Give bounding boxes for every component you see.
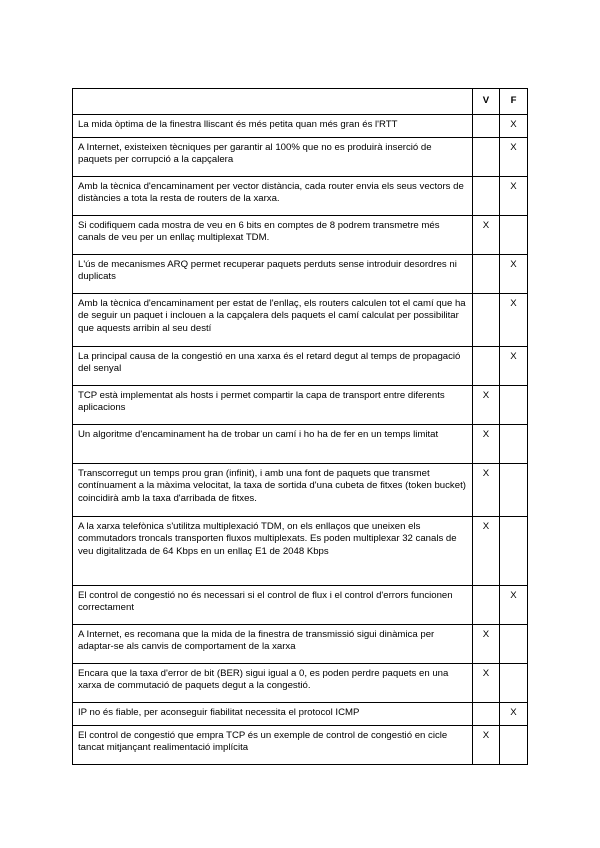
statement-cell: IP no és fiable, per aconseguir fiabilitat necessita el protocol ICMP <box>73 703 473 726</box>
statement-column-header <box>73 89 473 115</box>
table-row <box>73 177 528 216</box>
table-header-row <box>73 89 528 115</box>
table-row <box>73 425 528 464</box>
table-row <box>73 386 528 425</box>
statement-cell: La mida òptima de la finestra lliscant és més petita quan més gran és l'RTT <box>73 115 473 138</box>
statement-cell: A la xarxa telefònica s'utilitza multiplexació TDM, on els enllaços que uneixen els commutadors troncals transporten fluxos multiplexats. Es poden multiplexar 32 canals de veu digitalitzada de 64 Kbps en un enllaç E1 de 2048 Kbps <box>73 517 473 586</box>
false-mark-cell <box>500 664 528 703</box>
false-mark-cell: X <box>500 115 528 138</box>
statement-cell: Un algoritme d'encaminament ha de trobar un camí i ho ha de fer en un temps limitat <box>73 425 473 464</box>
false-mark-cell: X <box>500 703 528 726</box>
statement-cell: El control de congestió que empra TCP és un exemple de control de congestió en cicle tancat mitjançant realimentació implícita <box>73 726 473 765</box>
false-mark-cell <box>500 386 528 425</box>
true-mark-cell <box>473 255 500 294</box>
true-mark-cell <box>473 138 500 177</box>
false-mark-cell <box>500 216 528 255</box>
true-mark-cell <box>473 177 500 216</box>
true-mark-cell: X <box>473 464 500 517</box>
table-row <box>73 703 528 726</box>
statement-cell: La principal causa de la congestió en una xarxa és el retard degut al temps de propagació del senyal <box>73 347 473 386</box>
false-mark-cell: X <box>500 177 528 216</box>
false-mark-cell: X <box>500 255 528 294</box>
false-mark-cell: X <box>500 138 528 177</box>
true-mark-cell: X <box>473 517 500 586</box>
table-row <box>73 347 528 386</box>
true-mark-cell <box>473 347 500 386</box>
true-mark-cell: X <box>473 386 500 425</box>
true-column-header: V <box>473 89 500 115</box>
statement-cell: Amb la tècnica d'encaminament per estat de l'enllaç, els routers calculen tot el camí que ha de seguir un paquet i inclouen a la capçalera dels paquets el camí calculat per possibilitar que aquests arribin al seu destí <box>73 294 473 347</box>
table-row <box>73 255 528 294</box>
false-column-header: F <box>500 89 528 115</box>
true-mark-cell: X <box>473 726 500 765</box>
table-row <box>73 517 528 586</box>
statement-cell: El control de congestió no és necessari si el control de flux i el control d'errors funcionen correctament <box>73 586 473 625</box>
table-row <box>73 586 528 625</box>
table-row <box>73 625 528 664</box>
false-mark-cell <box>500 726 528 765</box>
table-row <box>73 138 528 177</box>
table-row <box>73 726 528 765</box>
true-mark-cell: X <box>473 425 500 464</box>
statement-cell: Transcorregut un temps prou gran (infinit), i amb una font de paquets que transmet contínuament a la màxima velocitat, la taxa de sortida d'una cubeta de fitxes (token bucket) coincidirà amb la taxa d'arribada de fitxes. <box>73 464 473 517</box>
table-row <box>73 294 528 347</box>
true-mark-cell: X <box>473 625 500 664</box>
statement-cell: A Internet, existeixen tècniques per garantir al 100% que no es produirà inserció de paquets per corrupció a la capçalera <box>73 138 473 177</box>
table-row <box>73 216 528 255</box>
table-row <box>73 115 528 138</box>
table-row <box>73 664 528 703</box>
statement-cell: Si codifiquem cada mostra de veu en 6 bits en comptes de 8 podrem transmetre més canals de veu per un enllaç multiplexat TDM. <box>73 216 473 255</box>
true-mark-cell: X <box>473 216 500 255</box>
false-mark-cell: X <box>500 294 528 347</box>
statement-cell: TCP està implementat als hosts i permet compartir la capa de transport entre diferents aplicacions <box>73 386 473 425</box>
statement-cell: Amb la tècnica d'encaminament per vector distància, cada router envia els seus vectors de distàncies a tota la resta de routers de la xarxa. <box>73 177 473 216</box>
false-mark-cell: X <box>500 347 528 386</box>
false-mark-cell <box>500 464 528 517</box>
table-row <box>73 464 528 517</box>
true-mark-cell <box>473 115 500 138</box>
true-mark-cell <box>473 586 500 625</box>
false-mark-cell <box>500 517 528 586</box>
true-false-table <box>72 88 528 765</box>
false-mark-cell: X <box>500 586 528 625</box>
false-mark-cell <box>500 625 528 664</box>
statement-cell: Encara que la taxa d'error de bit (BER) sigui igual a 0, es poden perdre paquets en una xarxa de commutació de paquets degut a la congestió. <box>73 664 473 703</box>
statement-cell: A Internet, es recomana que la mida de la finestra de transmissió sigui dinàmica per adaptar-se als canvis de comportament de la xarxa <box>73 625 473 664</box>
true-mark-cell <box>473 294 500 347</box>
true-mark-cell <box>473 703 500 726</box>
true-mark-cell: X <box>473 664 500 703</box>
false-mark-cell <box>500 425 528 464</box>
statement-cell: L'ús de mecanismes ARQ permet recuperar paquets perduts sense introduir desordres ni duplicats <box>73 255 473 294</box>
